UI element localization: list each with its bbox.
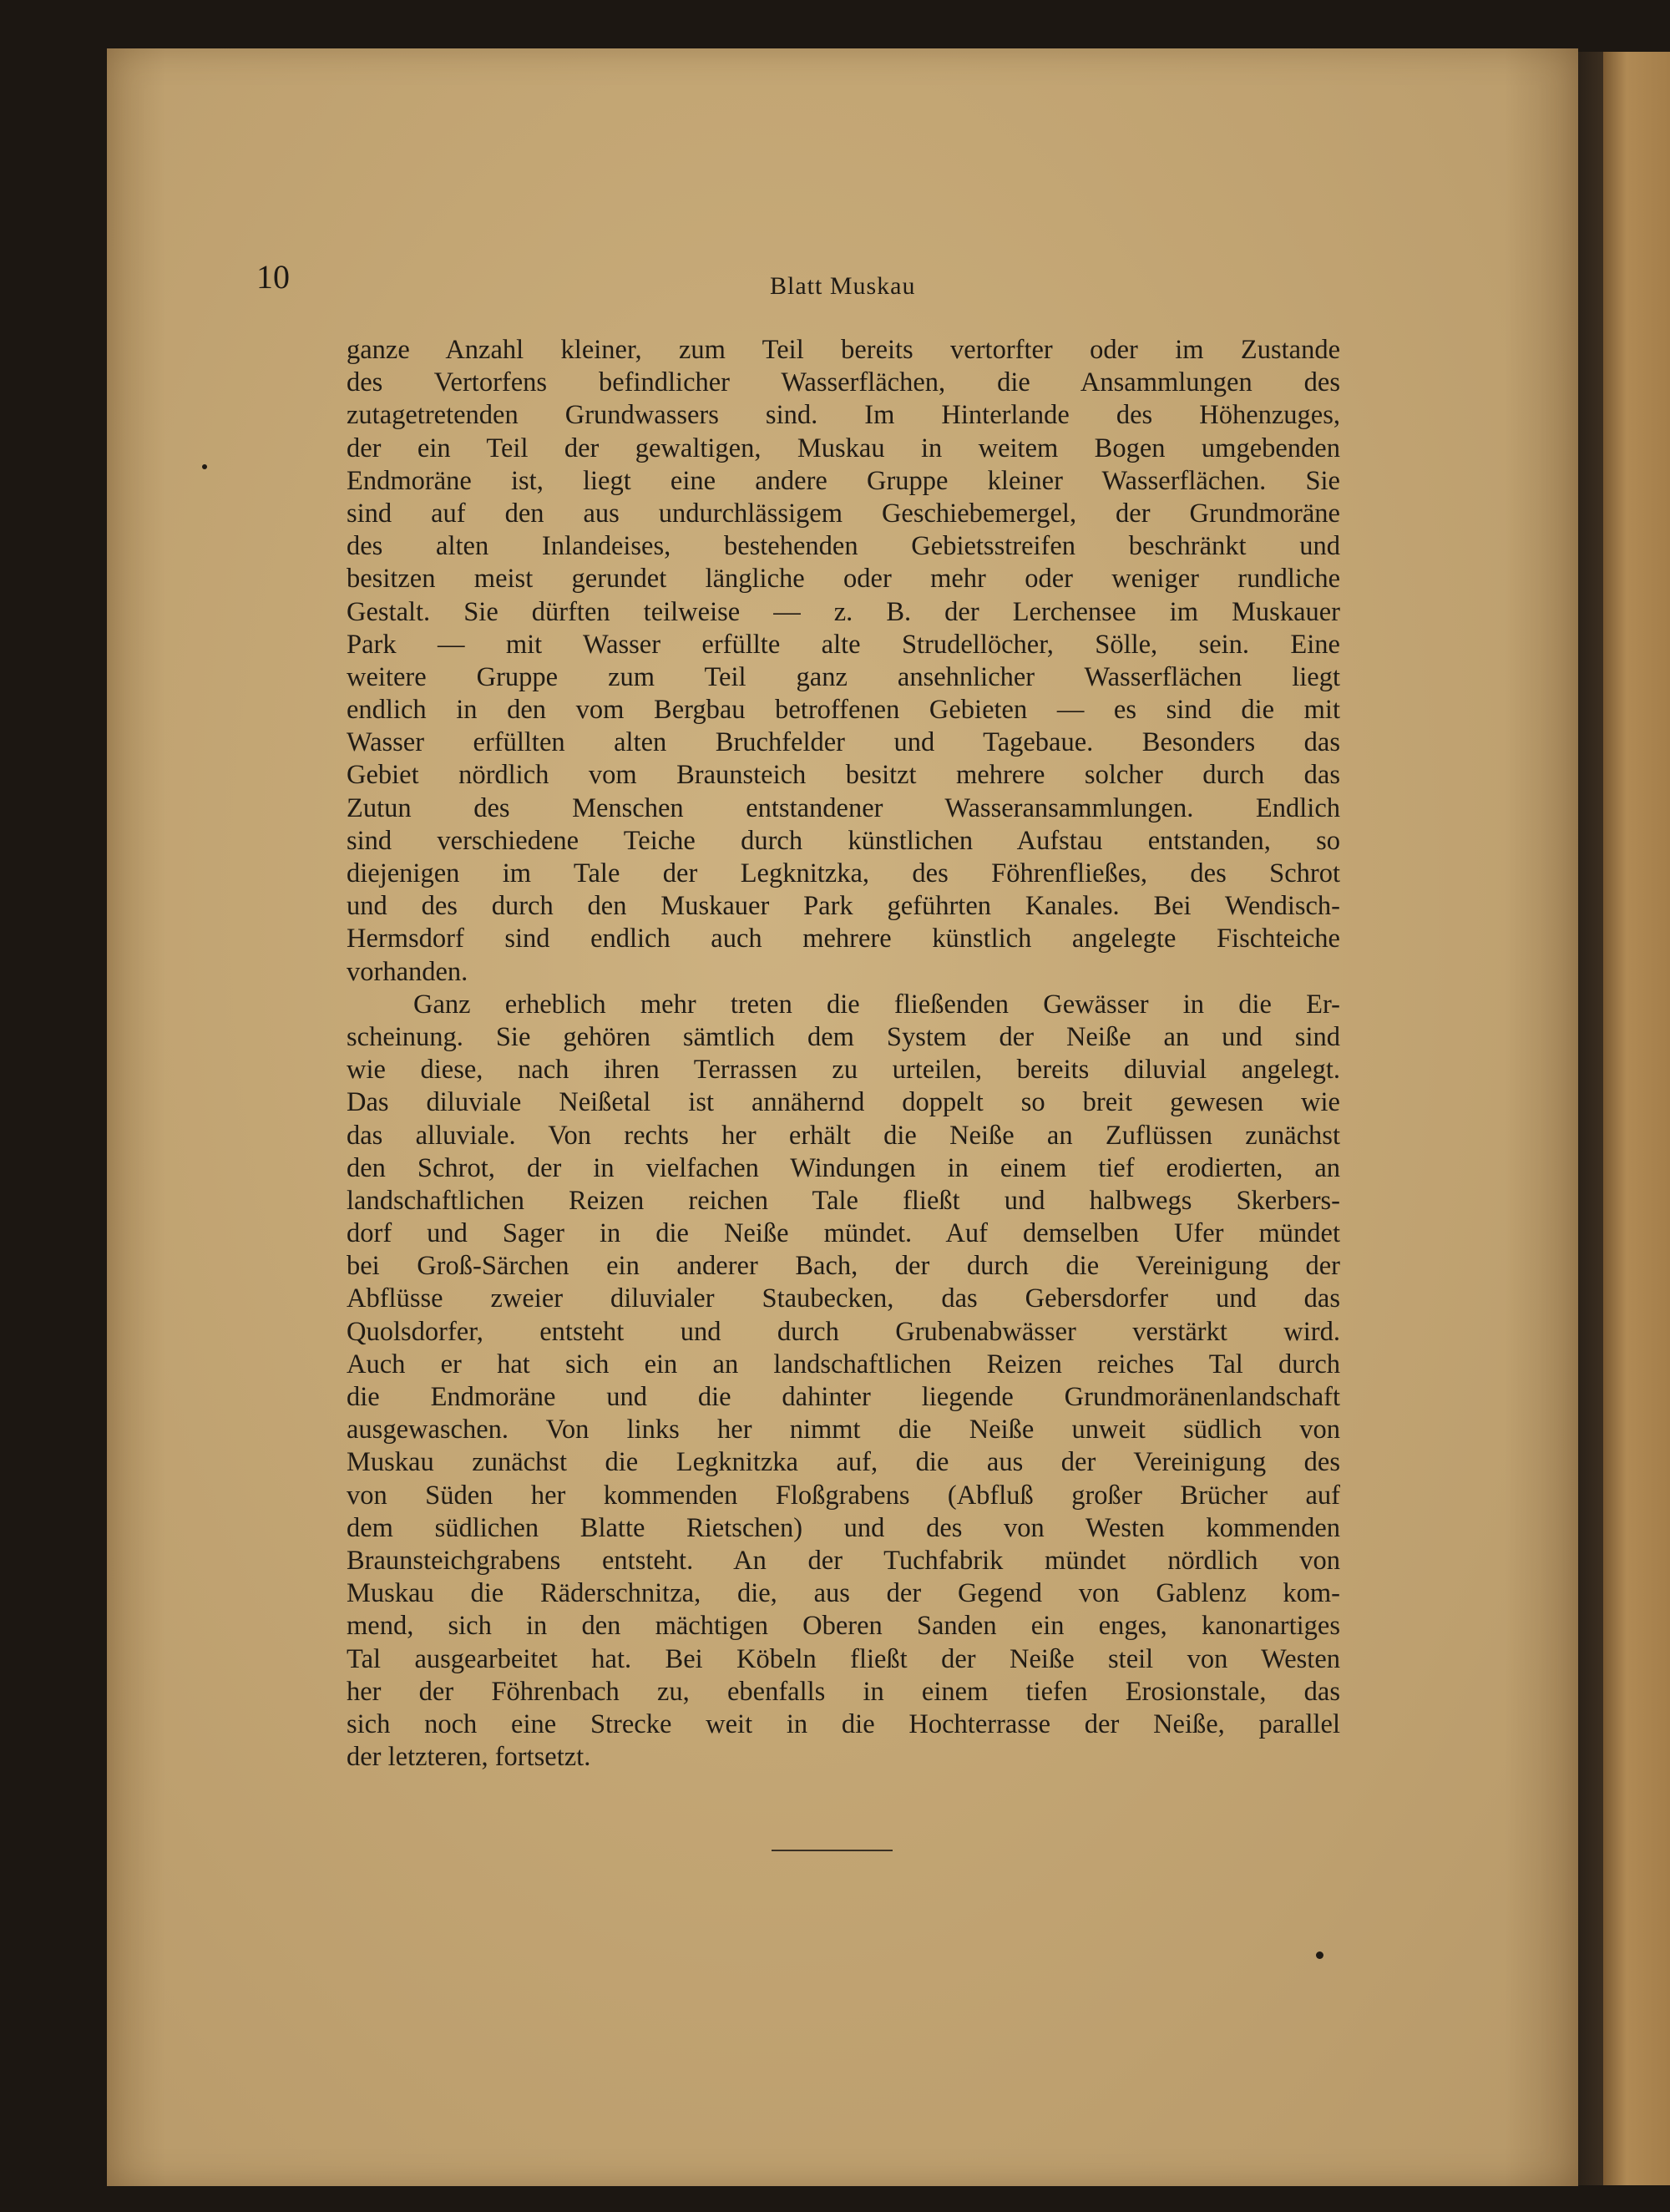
text-line: wie diese, nach ihren Terrassen zu urteilen, bereits diluvial angelegt. — [347, 1055, 1340, 1086]
text-line: Park — mit Wasser erfüllte alte Strudellöcher, Sölle, sein. Eine — [347, 629, 1340, 660]
text-line: weitere Gruppe zum Teil ganz ansehnlicher Wasserflächen liegt — [347, 661, 1340, 692]
text-line: sind auf den aus undurchlässigem Geschiebemergel, der Grundmoräne — [347, 498, 1340, 529]
text-line: Zutun des Menschen entstandener Wasseransammlungen. Endlich — [347, 792, 1340, 823]
text-line: Tal ausgearbeitet hat. Bei Köbeln fließt der Neiße steil von Westen — [347, 1643, 1340, 1674]
text-line: Das diluviale Neißetal ist annähernd doppelt so breit gewesen wie — [347, 1087, 1340, 1118]
paragraph-start-line: Ganz erheblich mehr treten die fließenden Gewässer in die Er- — [413, 989, 1340, 1020]
text-line: Hermsdorf sind endlich auch mehrere künstlich angelegte Fischteiche — [347, 924, 1340, 954]
text-line: Abflüsse zweier diluvialer Staubecken, das Gebersdorfer und das — [347, 1283, 1340, 1314]
text-line: Gebiet nördlich vom Braunsteich besitzt mehrere solcher durch das — [347, 760, 1340, 791]
page-number: 10 — [256, 258, 290, 296]
text-line: das alluviale. Von rechts her erhält die Neiße an Zuflüssen zunächst — [347, 1120, 1340, 1151]
text-line: diejenigen im Tale der Legknitzka, des Föhrenfließes, des Schrot — [347, 858, 1340, 888]
text-line: scheinung. Sie gehören sämtlich dem System der Neiße an und sind — [347, 1021, 1340, 1052]
body-text — [347, 334, 1340, 1774]
text-line: endlich in den vom Bergbau betroffenen Gebieten — es sind die mit — [347, 695, 1340, 726]
text-line: sich noch eine Strecke weit in die Hochterrasse der Neiße, parallel — [347, 1708, 1340, 1739]
ink-speck — [1316, 1951, 1323, 1959]
text-line: Muskau die Räderschnitza, die, aus der Gegend von Gablenz kom- — [347, 1578, 1340, 1609]
text-line: besitzen meist gerundet längliche oder mehr oder weniger rundliche — [347, 564, 1340, 595]
end-rule-divider — [772, 1850, 893, 1851]
text-line: des Vertorfens befindlicher Wasserflächen, die Ansammlungen des — [347, 367, 1340, 398]
text-line: Braunsteichgrabens entsteht. An der Tuchfabrik mündet nördlich von — [347, 1545, 1340, 1576]
text-line: dem südlichen Blatte Rietschen) und des von Westen kommenden — [347, 1512, 1340, 1543]
text-line: und des durch den Muskauer Park geführten Kanales. Bei Wendisch- — [347, 891, 1340, 922]
text-line: der ein Teil der gewaltigen, Muskau in weitem Bogen umgebenden — [347, 433, 1340, 463]
text-line: dorf und Sager in die Neiße mündet. Auf demselben Ufer mündet — [347, 1218, 1340, 1249]
text-line: ganze Anzahl kleiner, zum Teil bereits vertorfter oder im Zustande — [347, 335, 1340, 365]
text-line: sind verschiedene Teiche durch künstlichen Aufstau entstanden, so — [347, 825, 1340, 856]
page-gutter — [1578, 52, 1603, 2185]
text-line: Endmoräne ist, liegt eine andere Gruppe kleiner Wasserflächen. Sie — [347, 465, 1340, 496]
adjacent-page-edge — [1603, 52, 1670, 2185]
page-header — [0, 0, 1670, 334]
text-line: von Süden her kommenden Floßgrabens (Abfluß großer Brücher auf — [347, 1480, 1340, 1511]
paragraph-end-line: der letzteren, fortsetzt. — [347, 1742, 591, 1773]
text-line: Quolsdorfer, entsteht und durch Grubenabwässer verstärkt wird. — [347, 1316, 1340, 1347]
running-title: Blatt Muskau — [770, 272, 916, 300]
text-line: zutagetretenden Grundwassers sind. Im Hinterlande des Höhenzuges, — [347, 400, 1340, 431]
text-line: den Schrot, der in vielfachen Windungen in einem tief erodierten, an — [347, 1152, 1340, 1183]
text-line: Auch er hat sich ein an landschaftlichen Reizen reiches Tal durch — [347, 1349, 1340, 1379]
text-line: Wasser erfüllten alten Bruchfelder und Tagebaue. Besonders das — [347, 727, 1340, 758]
text-line: mend, sich in den mächtigen Oberen Sanden ein enges, kanonartiges — [347, 1611, 1340, 1642]
text-line: die Endmoräne und die dahinter liegende Grundmoränenlandschaft — [347, 1382, 1340, 1412]
text-line: bei Groß-Särchen ein anderer Bach, der durch die Vereinigung der — [347, 1251, 1340, 1282]
text-line: her der Föhrenbach zu, ebenfalls in einem tiefen Erosionstale, das — [347, 1676, 1340, 1707]
text-line: landschaftlichen Reizen reichen Tale fließt und halbwegs Skerbers- — [347, 1185, 1340, 1216]
text-line: des alten Inlandeises, bestehenden Gebietsstreifen beschränkt und — [347, 531, 1340, 562]
text-line: ausgewaschen. Von links her nimmt die Neiße unweit südlich von — [347, 1415, 1340, 1445]
ink-speck — [202, 464, 207, 469]
text-line: Muskau zunächst die Legknitzka auf, die aus der Vereinigung des — [347, 1447, 1340, 1478]
text-line: Gestalt. Sie dürften teilweise — z. B. der Lerchensee im Muskauer — [347, 596, 1340, 627]
paragraph-end-line: vorhanden. — [347, 956, 468, 987]
